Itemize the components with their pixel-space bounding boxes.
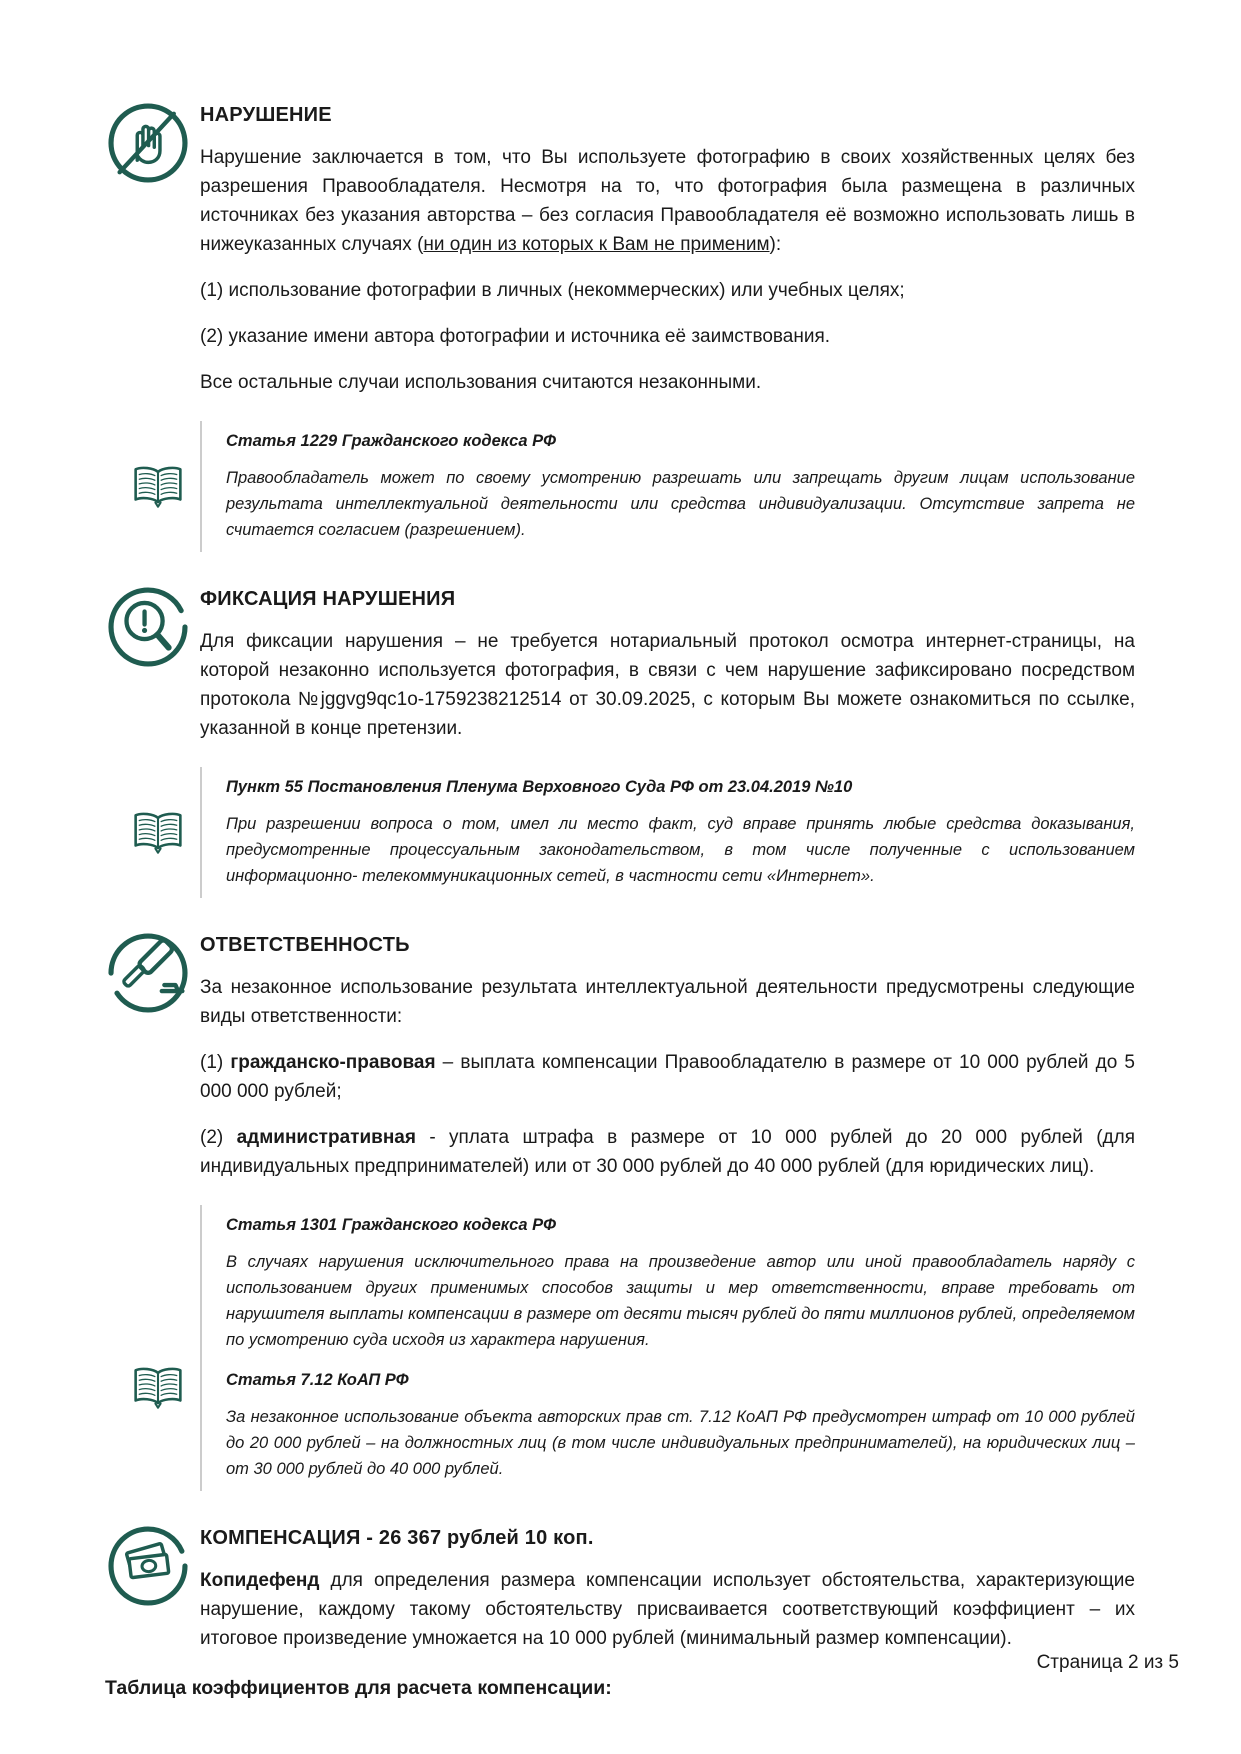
stop-hand-icon: [105, 100, 191, 186]
section-compensation: [105, 1523, 1135, 1653]
item-text: - уплата штрафа в размере от 10 000 рублей до 20 000 рублей (для индивидуальных предпринимателей) или от 30 000 рублей до 40 000 рублей (для юридических лиц).: [200, 1127, 1136, 1177]
compensation-paragraph: [200, 1566, 1135, 1653]
open-book-icon: [132, 810, 184, 856]
responsibility-item-1: [200, 1048, 1135, 1106]
open-book-icon: [132, 464, 184, 510]
section-title-violation: НАРУШЕНИЕ: [200, 104, 332, 126]
section-icon-column: [105, 1523, 200, 1609]
violation-outro: Все остальные случаи использования считаются незаконными.: [200, 372, 762, 393]
quote-title: Пункт 55 Постановления Пленума Верховного Суда РФ от 23.04.2019 №10: [226, 778, 853, 796]
item-text: – выплата компенсации Правообладателю в размере от 10 000 рублей до 5 000 000 рублей;: [200, 1052, 1135, 1102]
violation-intro-tail: ):: [769, 234, 782, 255]
quote-body: За незаконное использование объекта авторских прав ст. 7.12 КоАП РФ предусмотрен штраф от 10 000 рублей до 20 000 рублей – на должностных лиц (в том числе индивидуальных предпринимателей), на юридических лиц – от 30 000 рублей до 40 000 рублей.: [226, 1408, 1135, 1478]
quote-body: Правообладатель может по своему усмотрению разрешать или запрещать другим лицам использование результата интеллектуальной деятельности или средства индивидуализации. Отсутствие запрета не считается согласием (разрешением).: [226, 469, 1135, 539]
item-number: (2): [200, 1127, 237, 1148]
item-number: (1): [200, 1052, 231, 1073]
quote-title: Статья 1301 Гражданского кодекса РФ: [226, 1216, 556, 1234]
section-title-fixation: ФИКСАЦИЯ НАРУШЕНИЯ: [200, 588, 456, 610]
responsibility-item-2: [200, 1123, 1135, 1181]
violation-intro-text: Нарушение заключается в том, что Вы используете фотографию в своих хозяйственных целях без разрешения Правообладателя. Несмотря на то, что фотография была размещена в различных источниках без указания авторства – без согласия Правообладателя её возможно использовать лишь в нижеуказанных случаях (: [200, 147, 1135, 255]
section-title-responsibility: ОТВЕТСТВЕННОСТЬ: [200, 934, 410, 956]
section-icon-column: [105, 100, 200, 186]
quote-title: Статья 1229 Гражданского кодекса РФ: [226, 432, 556, 450]
item-term: административная: [236, 1127, 416, 1148]
violation-underlined-clause: ни один из которых к Вам не применим: [423, 234, 770, 255]
page-number: Страница 2 из 5: [1036, 1652, 1179, 1673]
responsibility-intro: За незаконное использование результата интеллектуальной деятельности предусмотрены следующие виды ответственности:: [200, 977, 1135, 1027]
item-term: гражданско-правовая: [230, 1052, 436, 1073]
brand-name: Копидефенд: [200, 1570, 320, 1591]
violation-intro-paragraph: [200, 143, 1135, 259]
compensation-text: для определения размера компенсации использует обстоятельства, характеризующие нарушение, каждому такому обстоятельству присваивается соответствующий коэффициент – их итоговое произведение умножается на 10 000 рублей (минимальный размер компенсации).: [200, 1570, 1135, 1649]
section-icon-column: [105, 584, 200, 670]
violation-item-1: (1) использование фотографии в личных (некоммерческих) или учебных целях;: [200, 280, 905, 301]
magnifier-alert-icon: [105, 584, 191, 670]
section-icon-column: [105, 930, 200, 1016]
legal-quote-1229: [200, 421, 1135, 552]
quote-title: Статья 7.12 КоАП РФ: [226, 1371, 409, 1389]
legal-quote-plenum-55: [200, 767, 1135, 898]
section-title-compensation: КОМПЕНСАЦИЯ - 26 367 рублей 10 коп.: [200, 1527, 594, 1549]
quote-body: В случаях нарушения исключительного права на произведение автор или иной правообладатель наряду с использованием других применимых способов защиты и мер ответственности, вправе требовать от нарушителя выплаты компенсации в размере от десяти тысяч рублей до пяти миллионов рублей, определяемом по усмотрению суда исходя из характера нарушения.: [226, 1253, 1135, 1349]
money-banknotes-icon: [105, 1523, 191, 1609]
fixation-paragraph: Для фиксации нарушения – не требуется нотариальный протокол осмотра интернет-страницы, на которой незаконно используется фотография, в связи с чем нарушение зафиксировано посредством протокола №jggvg9qc1o-1759238212514 от 30.09.2025, с которым Вы можете ознакомиться по ссылке, указанной в конце претензии.: [200, 631, 1135, 739]
quote-body: При разрешении вопроса о том, имел ли место факт, суд вправе принять любые средства доказывания, предусмотренные процессуальным законодательством, в том числе полученные с использованием информационно- телекоммуникационных сетей, в частности сети «Интернет».: [226, 815, 1135, 885]
coefficients-table-heading: Таблица коэффициентов для расчета компенсации:: [105, 1677, 612, 1699]
open-book-icon: [132, 1365, 184, 1411]
violation-item-2: (2) указание имени автора фотографии и источника её заимствования.: [200, 326, 831, 347]
section-fixation: [105, 584, 1135, 906]
section-responsibility: [105, 930, 1135, 1499]
legal-quote-1301-and-712: [200, 1205, 1135, 1491]
gavel-icon: [105, 930, 191, 1016]
section-violation: [105, 100, 1135, 560]
